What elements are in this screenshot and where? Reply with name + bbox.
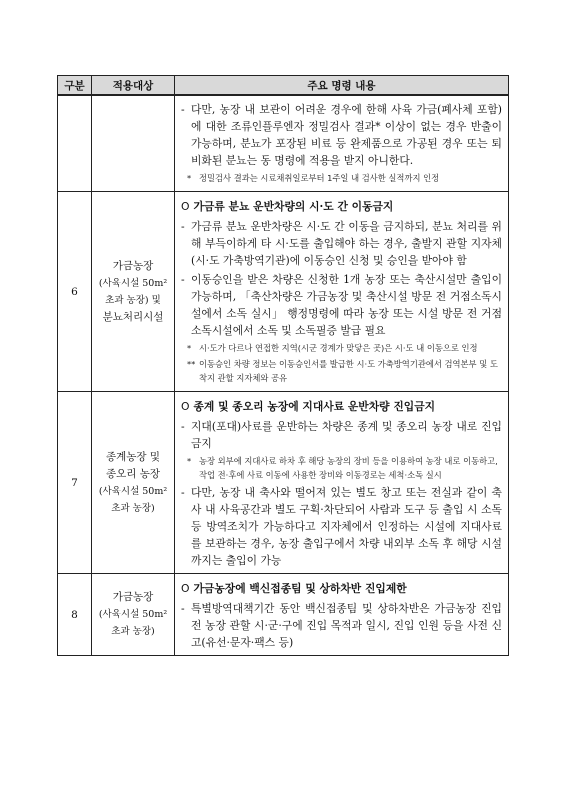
target-line: 초과 농장) 및 — [105, 294, 161, 306]
order-item — [181, 101, 502, 169]
row-number: 7 — [58, 392, 92, 574]
row-target — [92, 574, 175, 656]
order-item — [181, 418, 502, 452]
dash-bullet-icon: - — [181, 220, 185, 233]
target-line: (사육시설 50m² — [98, 485, 168, 497]
table-header-row — [58, 76, 509, 96]
row-number: 6 — [58, 192, 92, 392]
header-target: 적용대상 — [92, 76, 175, 96]
target-line: 가금농장 — [112, 591, 154, 603]
footnote-mark: * — [187, 173, 192, 183]
footnote-text: 시·도가 다르나 연접한 지역(시군 경계가 맞닿은 곳)은 시·도 내 이동으로 인정 — [199, 343, 478, 353]
row-target — [92, 392, 175, 574]
target-line: 분뇨처리시설 — [102, 310, 164, 323]
target-line: 초과 농장) — [111, 502, 155, 514]
row-contents — [175, 574, 509, 656]
dash-bullet-icon: - — [181, 602, 185, 615]
footnote-mark: * — [187, 456, 192, 466]
table-row — [58, 574, 509, 656]
table-row — [58, 95, 509, 192]
row-contents — [175, 192, 509, 392]
target-line: 가금농장 — [112, 259, 154, 272]
order-item — [181, 271, 502, 339]
dash-bullet-icon: - — [181, 486, 185, 499]
table-row — [58, 392, 509, 574]
order-item-text: 지대(포대)사료를 운반하는 차량은 종계 및 종오리 농장 내로 진입 금지 — [191, 420, 502, 450]
footnote-text: 정밀검사 결과는 시료채취일로부터 1주일 내 검사한 실적까지 인정 — [199, 173, 440, 183]
order-title-text: 가금류 분뇨 운반차량의 시·도 간 이동금지 — [193, 200, 394, 213]
row-contents — [175, 392, 509, 574]
row-number: 8 — [58, 574, 92, 656]
header-contents: 주요 명령 내용 — [175, 76, 509, 96]
row-contents — [175, 95, 509, 192]
order-item-text: 가금류 분뇨 운반차량은 시·도 간 이동을 금지하되, 분뇨 처리를 위해 부득이하게 타 시·도를 출입해야 하는 경우, 출발지 관할 지자체(시·도 가축방역기관)에 이동승인 신청 및 승인을 받아야 함 — [191, 220, 502, 267]
dash-bullet-icon: - — [181, 273, 185, 286]
header-category: 구분 — [58, 76, 92, 96]
order-item-text: 특별방역대책기간 동안 백신접종팀 및 상하차반은 가금농장 진입 전 농장 관할 시·군·구에 진입 목적과 일시, 진입 인원 등을 사전 신고(유선·문자·팩스 등) — [191, 602, 502, 649]
footnote — [187, 357, 502, 385]
target-line: 종계농장 및 — [105, 450, 161, 463]
order-item — [181, 484, 502, 569]
footnote-text: 이동승인 차량 정보는 이동승인서를 발급한 시·도 가축방역기관에서 검역본부 및 도착지 관할 지자체와 공유 — [199, 359, 498, 383]
row-target — [92, 192, 175, 392]
circle-bullet-icon: O — [181, 200, 190, 213]
footnote — [187, 454, 502, 482]
order-item — [181, 218, 502, 269]
target-line: (사육시설 50m² — [98, 609, 168, 620]
order-title — [181, 398, 502, 416]
row-number — [58, 95, 92, 192]
table-row — [58, 192, 509, 392]
dash-bullet-icon: - — [181, 103, 185, 116]
target-line: 초과 농장) — [111, 626, 155, 637]
circle-bullet-icon: O — [181, 582, 190, 595]
order-title-text: 종계 및 종오리 농장에 지대사료 운반차량 진입금지 — [193, 400, 436, 413]
dash-bullet-icon: - — [181, 420, 185, 433]
order-table — [57, 75, 509, 656]
footnote — [187, 341, 502, 355]
order-title — [181, 580, 502, 598]
target-line: (사육시설 50m² — [98, 277, 168, 289]
order-item — [181, 600, 502, 651]
circle-bullet-icon: O — [181, 400, 190, 413]
order-title-text: 가금농장에 백신접종팀 및 상하차반 진입제한 — [193, 582, 407, 595]
order-title — [181, 198, 502, 216]
order-item-text: 다만, 농장 내 축사와 떨어져 있는 별도 창고 또는 전실과 같이 축사 내 사육공간과 별도 구획·차단되어 사람과 도구 등 출입 시 소독 등 방역조치가 가능하다고 지자체에서 인정하는 시설에 지대사료를 보관하는 경우, 농장 출입구에서 차량 내외부 소독 후 해당 시설까지는 출입이 가능 — [191, 486, 502, 567]
footnote-mark: * — [187, 343, 192, 353]
footnote-mark: ** — [187, 359, 196, 369]
target-line: 종오리 농장 — [105, 467, 161, 480]
order-item-text: 이동승인을 받은 차량은 신청한 1개 농장 또는 축산시설만 출입이 가능하며, 「축산차량은 가금농장 및 축산시설 방문 전 거점소독시설에서 소독 실시」 행정명령에 따라 농장 또는 시설 방문 전 거점소독시설에서 소독 및 소독필증 발급 필요 — [191, 273, 502, 337]
footnote-text: 농장 외부에 지대사료 하차 후 해당 농장의 장비 등을 이용하여 농장 내로 이동하고, 작업 전·후에 사료 이동에 사용한 장비와 이동경로는 세척·소독 실시 — [199, 456, 498, 480]
footnote — [187, 171, 502, 185]
row-target — [92, 95, 175, 192]
order-item-text: 다만, 농장 내 보관이 어려운 경우에 한해 사육 가금(폐사체 포함)에 대한 조류인플루엔자 정밀검사 결과* 이상이 없는 경우 반출이 가능하며, 분뇨가 포장된 비료 등 완제품으로 가공된 경우 또는 퇴비화된 분뇨는 동 명령에 적용을 받지 아니한다. — [191, 103, 502, 167]
